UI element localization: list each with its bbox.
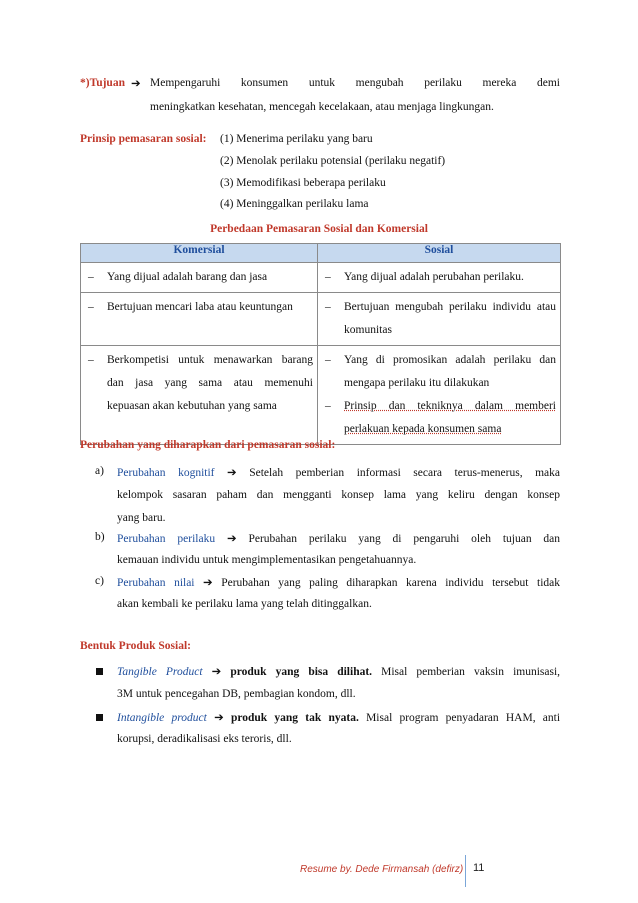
bentuk-text: korupsi, deradikalisasi eks teroris, dll.: [117, 733, 292, 745]
dash-bullet: –: [325, 271, 331, 283]
prinsip-item: (4) Meninggalkan perilaku lama: [220, 198, 369, 210]
prinsip-label: Prinsip pemasaran sosial:: [80, 133, 207, 145]
tujuan-label: *)Tujuan: [80, 77, 125, 89]
list-marker: a): [95, 465, 104, 477]
comparison-table: [80, 243, 561, 445]
perubahan-text: kelompok sasaran paham dan mengganti konsep lama yang keliru dengan konsep: [117, 489, 560, 501]
dash-bullet: –: [325, 301, 331, 313]
perubahan-term: Perubahan perilaku: [117, 533, 216, 545]
dash-bullet: –: [88, 354, 94, 366]
square-bullet-icon: [96, 714, 103, 721]
arrow-icon: ➔: [214, 712, 224, 724]
footer-credit: Resume by. Dede Firmansah (defirz): [300, 864, 464, 875]
perubahan-text: Perubahan yang paling diharapkan karena individu tersebut tidak: [221, 577, 561, 589]
list-marker: b): [95, 531, 105, 543]
bentuk-text: Misal program penyadaran HAM, anti: [366, 712, 561, 724]
prinsip-item: (1) Menerima perilaku yang baru: [220, 133, 373, 145]
list-marker: c): [95, 575, 104, 587]
bentuk-bold: produk yang tak nyata.: [230, 712, 359, 724]
bentuk-text: 3M untuk pencegahan DB, pembagian kondom, dll.: [117, 688, 356, 700]
arrow-icon: ➔: [227, 467, 237, 479]
table-cell: Bertujuan mengubah perilaku individu atau komunitas: [344, 301, 556, 336]
perubahan-text: Perubahan perilaku yang di pengaruhi oleh tujuan dan: [248, 533, 561, 545]
table-cell: Yang di promosikan adalah perilaku dan mengapa perilaku itu dilakukan: [344, 354, 556, 389]
table-row: [81, 346, 561, 445]
table-cell: Bertujuan mencari laba atau keuntungan: [107, 301, 293, 313]
list-item: [117, 664, 560, 678]
table-header-sosial: Sosial: [318, 244, 561, 263]
table-cell: Prinsip dan tekniknya dalam memberi perlakuan kepada konsumen sama: [344, 400, 556, 435]
perubahan-text: yang baru.: [117, 512, 166, 524]
dash-bullet: –: [325, 400, 331, 412]
list-item: [117, 531, 560, 545]
perubahan-term: Perubahan kognitif: [117, 467, 215, 479]
arrow-icon: ➔: [226, 533, 237, 545]
prinsip-item: (2) Menolak perilaku potensial (perilaku negatif): [220, 155, 446, 167]
arrow-icon: ➔: [211, 666, 222, 678]
square-bullet-icon: [96, 668, 103, 675]
table-cell: Yang dijual adalah barang dan jasa: [107, 271, 268, 283]
perubahan-text: kemauan individu untuk mengimplementasikan pengetahuannya.: [117, 554, 417, 566]
tujuan-line2: meningkatkan kesehatan, mencegah kecelakaan, atau menjaga lingkungan.: [150, 101, 494, 113]
table-cell: Yang dijual adalah perubahan perilaku.: [344, 271, 524, 283]
table-row: [81, 293, 561, 346]
bentuk-text: Misal pemberian vaksin imunisasi,: [381, 666, 561, 678]
perubahan-title: Perubahan yang diharapkan dari pemasaran sosial:: [80, 439, 336, 451]
perubahan-text: Setelah pemberian informasi secara terus-menerus, maka: [249, 467, 561, 479]
table-title: Perbedaan Pemasaran Sosial dan Komersial: [210, 223, 428, 235]
perubahan-term: Perubahan nilai: [117, 577, 195, 589]
table-cell: Berkompetisi untuk menawarkan barang dan jasa yang sama atau memenuhi kepuasan akan kebutuhan yang sama: [107, 354, 313, 412]
list-item: [117, 710, 560, 724]
dash-bullet: –: [88, 271, 94, 283]
list-item: [117, 465, 560, 479]
list-item: [117, 575, 560, 589]
page-number: 11: [473, 862, 485, 874]
arrow-icon: ➔: [131, 78, 141, 90]
tujuan-line1: Mempengaruhi konsumen untuk mengubah perilaku mereka demi: [150, 77, 560, 89]
perubahan-text: akan kembali ke perilaku lama yang telah ditinggalkan.: [117, 598, 372, 610]
bentuk-bold: produk yang bisa dilihat.: [230, 666, 373, 678]
footer-divider: [465, 855, 466, 887]
bentuk-term: Tangible Product: [117, 666, 203, 678]
table-header-komersial: Komersial: [81, 244, 318, 263]
arrow-icon: ➔: [203, 577, 213, 589]
prinsip-item: (3) Memodifikasi beberapa perilaku: [220, 177, 386, 189]
bentuk-term: Intangible product: [117, 712, 207, 724]
table-row: [81, 263, 561, 293]
dash-bullet: –: [88, 301, 94, 313]
dash-bullet: –: [325, 354, 331, 366]
bentuk-title: Bentuk Produk Sosial:: [80, 640, 191, 652]
